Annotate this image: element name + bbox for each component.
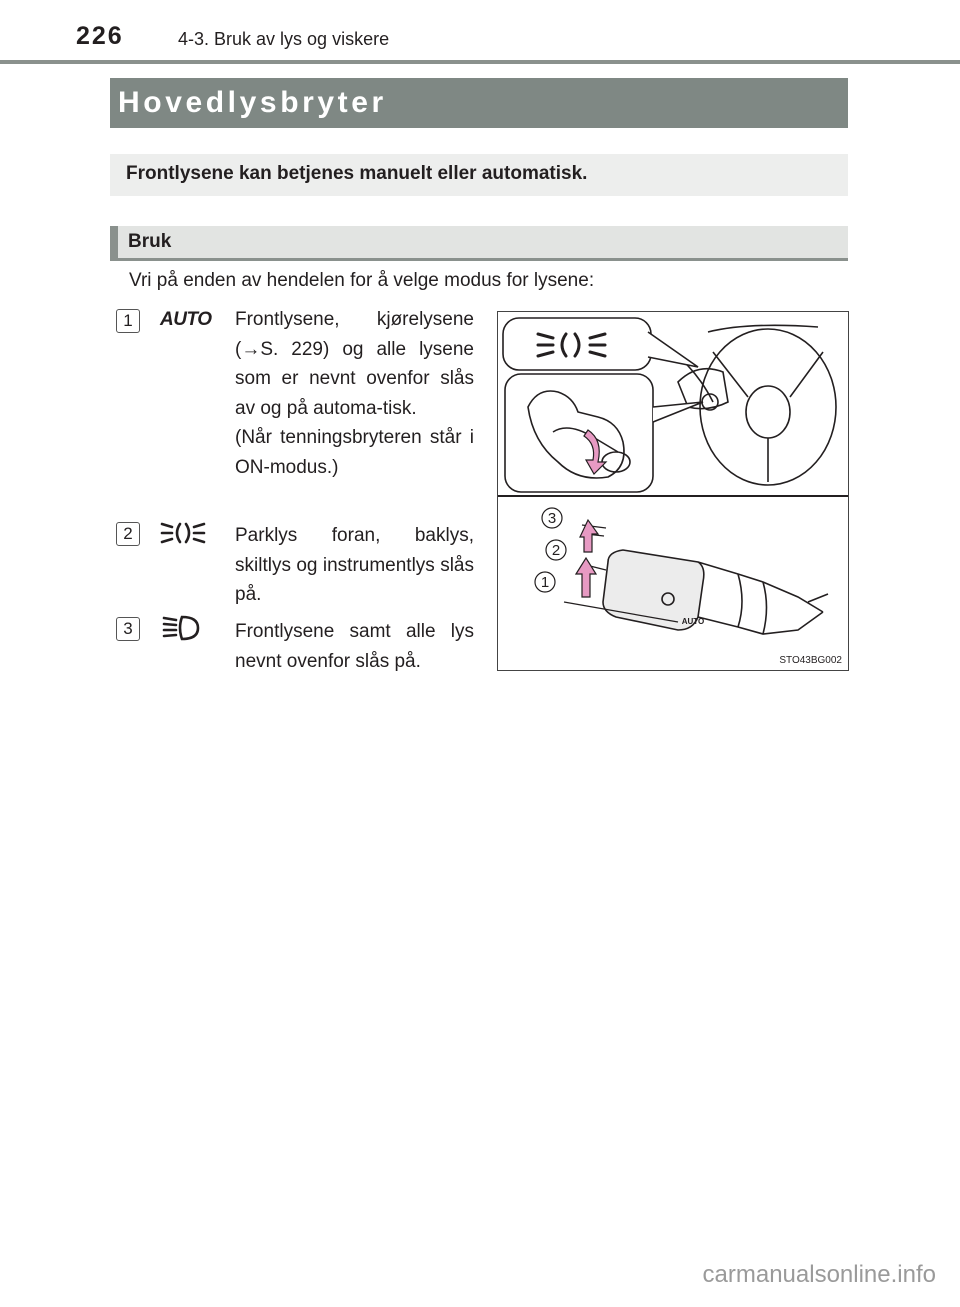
intro-box — [110, 154, 848, 196]
item-1-note: (Når tenningsbryteren står i ON-modus.) — [235, 427, 474, 478]
title-bar — [110, 78, 848, 128]
lever-auto-label: AUTO — [681, 617, 705, 626]
item-number-2: 2 — [116, 522, 140, 546]
figure-callout-2: 2 — [551, 542, 561, 559]
headlight-icon — [160, 613, 206, 643]
item-text-2: Parklys foran, baklys, skiltlys og instrumentlys slås på. — [235, 525, 474, 605]
page-title: Hovedlysbryter — [118, 86, 387, 119]
section-heading-label: Bruk — [128, 231, 172, 252]
item-text-3: Frontlysene samt alle lys nevnt ovenfor slås på. — [235, 621, 474, 672]
figure-callout-1: 1 — [540, 574, 550, 591]
chapter-title: 4-3. Bruk av lys og viskere — [178, 29, 390, 49]
figure-callout-3: 3 — [547, 510, 557, 527]
page-number: 226 — [76, 22, 124, 50]
section-heading-bar — [110, 226, 118, 261]
headlight-switch-figure — [497, 311, 849, 671]
watermark: carmanualsonline.info — [702, 1261, 936, 1288]
item-number-3: 3 — [116, 617, 140, 641]
header-rule — [0, 60, 960, 64]
item-1-description: Frontlysene, kjørelysene (→S. 229) og alle lysene som er nevnt ovenfor slås av og på automa-tisk. — [235, 309, 474, 419]
lever-illustration — [498, 312, 848, 670]
section-heading — [110, 226, 848, 261]
parking-light-icon — [160, 518, 206, 548]
item-number-1: 1 — [116, 309, 140, 333]
auto-headlight-icon: AUTO — [160, 309, 212, 330]
intro-text: Frontlysene kan betjenes manuelt eller automatisk. — [126, 163, 588, 184]
lead-text: Vri på enden av hendelen for å velge modus for lysene: — [129, 270, 595, 291]
item-text-1 — [235, 305, 474, 482]
figure-code: STO43BG002 — [779, 655, 842, 666]
